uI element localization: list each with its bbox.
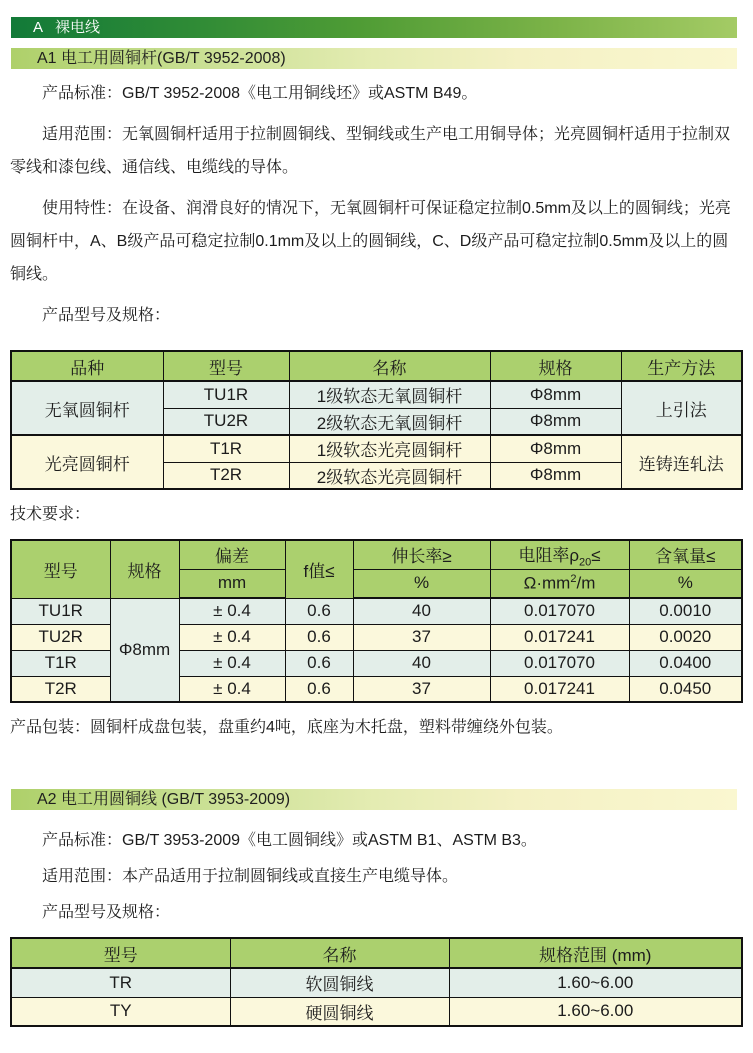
a1-table2-resistivity-cell: 0.017070: [490, 650, 629, 676]
a1-spec-intro: 产品型号及规格：: [42, 307, 171, 324]
section-a-header-bar: [11, 17, 737, 38]
a1-product-model-table: [10, 350, 743, 490]
a1-table2-oxygen-cell: 0.0450: [629, 676, 742, 702]
a2-spec-intro: 产品型号及规格：: [42, 904, 171, 921]
a2-product-model-table: [10, 937, 743, 1027]
a1-table2-oxygen-cell: 0.0400: [629, 650, 742, 676]
a1-table2-model-cell: T2R: [11, 676, 110, 702]
a1-table2-resistivity-cell: 0.017241: [490, 676, 629, 702]
a2-table3-name-cell: 软圆铜线: [230, 968, 449, 997]
a1-technical-requirements-table: [10, 539, 743, 703]
a2-table3-range-cell: 1.60~6.00: [449, 997, 742, 1026]
a1-table1-header-model: 型号: [163, 351, 289, 381]
table-row: [11, 968, 742, 997]
a1-table2-model-cell: TU2R: [11, 624, 110, 650]
a1-table2-header-oxygen-unit: %: [629, 569, 742, 598]
a1-table2-header-resistivity-unit: [490, 569, 629, 598]
a1-table1-header-spec: 规格: [490, 351, 621, 381]
a1-table2-elongation-cell: 40: [353, 650, 490, 676]
a1-table2-deviation-cell: ± 0.4: [179, 624, 285, 650]
a1-table2-deviation-cell: ± 0.4: [179, 676, 285, 702]
a1-table2-model-cell: T1R: [11, 650, 110, 676]
a1-packaging-paragraph: 产品包装：圆铜杆成盘包装，盘重约4吨，底座为木托盘，塑料带缠绕外包装。: [10, 719, 563, 736]
a1-usage-paragraph: 使用特性：在设备、润滑良好的情况下，无氧圆铜杆可保证稳定拉制0.5mm及以上的圆铜线；光亮圆铜杆中，A、B级产品可稳定拉制0.1mm及以上的圆铜线，C、D级产品可稳定拉制0.5mm及以上的圆铜线。: [10, 200, 731, 283]
a1-table2-model-cell: TU1R: [11, 598, 110, 624]
a2-table3-header-range: 规格范围 (mm): [449, 938, 742, 968]
a1-table1-method-cell: 上引法: [621, 381, 742, 435]
a1-table2-oxygen-cell: 0.0010: [629, 598, 742, 624]
a1-table2-header-elongation-unit: %: [353, 569, 490, 598]
a2-table3-header-row: [11, 938, 742, 968]
a1-scope-paragraph: 适用范围：无氧圆铜杆适用于拉制圆铜线、型铜线或生产电工用铜导体；光亮圆铜杆适用于拉制双零线和漆包线、通信线、电缆线的导体。: [10, 126, 731, 176]
a1-table2-header-resistivity: [490, 540, 629, 569]
a1-table2-f-cell: 0.6: [285, 650, 353, 676]
a1-table1-name-cell: 1级软态光亮圆铜杆: [289, 435, 490, 462]
a2-table3-name-cell: 硬圆铜线: [230, 997, 449, 1026]
a1-table2-header-oxygen: 含氧量≤: [629, 540, 742, 569]
a1-table2-oxygen-cell: 0.0020: [629, 624, 742, 650]
a1-standard-paragraph: 产品标准：GB/T 3952-2008《电工用铜线坯》或ASTM B49。: [42, 85, 478, 102]
a1-table2-header-deviation: 偏差: [179, 540, 285, 569]
a1-tech-requirements-label: 技术要求：: [10, 506, 91, 523]
a1-table2-f-cell: 0.6: [285, 624, 353, 650]
a1-table1-method-cell: 连铸连轧法: [621, 435, 742, 489]
a2-table3-model-cell: TR: [11, 968, 230, 997]
resistivity-unit-superscript: 2: [570, 572, 577, 585]
a2-scope-paragraph: 适用范围：本产品适用于拉制圆铜线或直接生产电缆导体。: [42, 868, 459, 885]
a1-table2-resistivity-cell: 0.017241: [490, 624, 629, 650]
a1-table1-spec-cell: Φ8mm: [490, 435, 621, 462]
a2-standard-paragraph: 产品标准：GB/T 3953-2009《电工圆铜线》或ASTM B1、ASTM B3。: [42, 832, 537, 849]
a1-table2-deviation-cell: ± 0.4: [179, 650, 285, 676]
a1-table2-elongation-cell: 37: [353, 624, 490, 650]
a1-table2-header-f-value: f值≤: [285, 540, 353, 598]
resistivity-unit-label: Ω·mm: [523, 573, 571, 593]
a2-table3-range-cell: 1.60~6.00: [449, 968, 742, 997]
a1-table1-spec-cell: Φ8mm: [490, 462, 621, 489]
a1-table2-header-elongation: 伸长率≥: [353, 540, 490, 569]
a1-table1-spec-cell: Φ8mm: [490, 381, 621, 408]
resistivity-operator: ≤: [591, 546, 601, 566]
a1-table1-name-cell: 2级软态光亮圆铜杆: [289, 462, 490, 489]
a1-table2-f-cell: 0.6: [285, 676, 353, 702]
a1-table1-category-cell: 无氧圆铜杆: [11, 381, 163, 435]
a1-table1-header-name: 名称: [289, 351, 490, 381]
a1-table1-header-category: 品种: [11, 351, 163, 381]
section-a2-title: A2 电工用圆铜线 (GB/T 3953-2009): [37, 791, 291, 808]
table-row: [11, 598, 742, 624]
a1-table2-header-deviation-unit: mm: [179, 569, 285, 598]
resistivity-unit-suffix: /m: [576, 573, 596, 593]
table-row: [11, 435, 742, 462]
a1-table1-name-cell: 2级软态无氧圆铜杆: [289, 408, 490, 435]
a1-table2-elongation-cell: 37: [353, 676, 490, 702]
resistivity-label: 电阻率ρ: [518, 546, 580, 566]
section-a-title: 裸电线: [55, 19, 101, 36]
a2-table3-header-name: 名称: [230, 938, 449, 968]
a1-table2-header-model: 型号: [11, 540, 110, 598]
table-row: [11, 381, 742, 408]
a1-table1-category-cell: 光亮圆铜杆: [11, 435, 163, 489]
a1-table1-model-cell: T1R: [163, 435, 289, 462]
a1-table1-header-row: [11, 351, 742, 381]
resistivity-subscript: 20: [579, 556, 592, 569]
section-a1-header-band: [11, 48, 737, 69]
section-a1-title: A1 电工用圆铜杆(GB/T 3952-2008): [37, 50, 286, 67]
a1-table2-resistivity-cell: 0.017070: [490, 598, 629, 624]
section-a-code: A: [33, 19, 44, 36]
section-a2-header-band: [11, 789, 737, 810]
a1-table2-spec-merged-cell: Φ8mm: [110, 598, 179, 702]
a1-table1-name-cell: 1级软态无氧圆铜杆: [289, 381, 490, 408]
a1-table2-header-row-1: [11, 540, 742, 569]
a2-table3-header-model: 型号: [11, 938, 230, 968]
a1-table1-model-cell: T2R: [163, 462, 289, 489]
a1-table1-header-method: 生产方法: [621, 351, 742, 381]
a1-table2-header-spec: 规格: [110, 540, 179, 598]
a1-table2-elongation-cell: 40: [353, 598, 490, 624]
table-row: [11, 997, 742, 1026]
a1-table1-model-cell: TU1R: [163, 381, 289, 408]
a1-table1-spec-cell: Φ8mm: [490, 408, 621, 435]
a1-table2-deviation-cell: ± 0.4: [179, 598, 285, 624]
a1-table1-model-cell: TU2R: [163, 408, 289, 435]
a1-table2-f-cell: 0.6: [285, 598, 353, 624]
a2-table3-model-cell: TY: [11, 997, 230, 1026]
